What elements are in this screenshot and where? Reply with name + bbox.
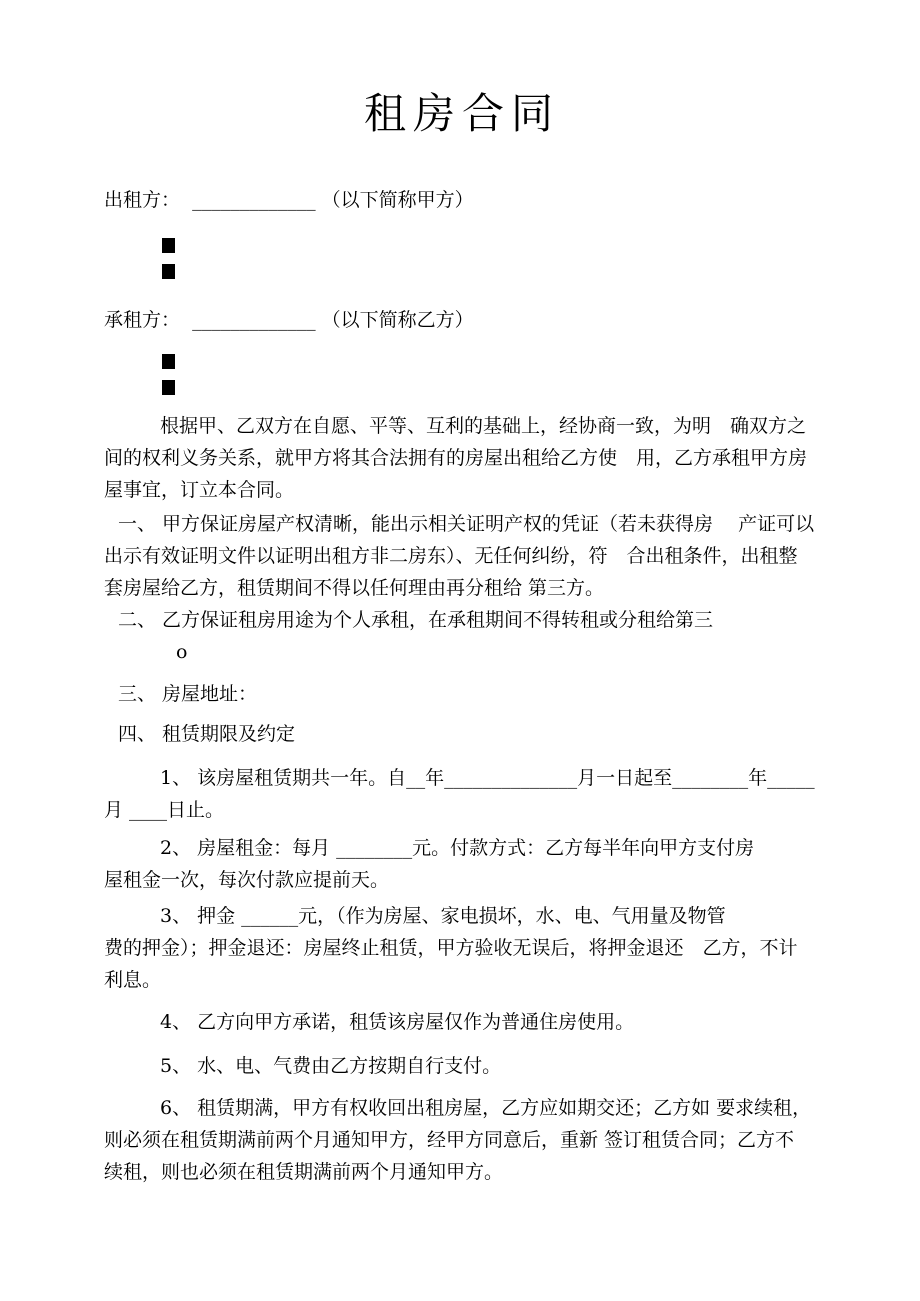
black-square-marker-icon xyxy=(162,238,175,253)
term-line: 费的押金）；押金退还：房屋终止租赁，甲方验收无误后，将押金退还 乙方，不计 xyxy=(104,937,798,959)
term-3-paragraph xyxy=(104,900,820,996)
term-line: 6、 租赁期满，甲方有权收回出租房屋，乙方应如期交还；乙方如 要求续租， xyxy=(160,1097,812,1119)
clause-line: o xyxy=(176,641,188,663)
black-square-marker-icon xyxy=(162,380,175,395)
clause-line: 二、 乙方保证租房用途为个人承租，在承租期间不得转租或分租给第三 xyxy=(118,609,714,631)
placeholder-row xyxy=(104,232,820,258)
clause-line: 四、 租赁期限及约定 xyxy=(118,723,296,745)
document-title: 租房合同 xyxy=(363,89,560,138)
lessor-line: 出租方： _____________ （以下简称甲方） xyxy=(104,189,474,211)
clause-1-paragraph xyxy=(104,508,820,604)
clause-line: 出示有效证明文件以证明出租方非二房东）、无任何纠纷，符 合出租条件，出租整 xyxy=(104,545,798,567)
black-square-marker-icon xyxy=(162,264,175,279)
term-line: 屋租金一次，每次付款应提前天。 xyxy=(104,869,390,891)
term-line: 5、 水、电、气费由乙方按期自行支付。 xyxy=(160,1055,502,1077)
lessee-line: 承租方： _____________ （以下简称乙方） xyxy=(104,309,474,331)
term-line: 月 ____日止。 xyxy=(104,799,225,821)
intro-line: 屋事宜，订立本合同。 xyxy=(104,479,295,501)
black-square-marker-icon xyxy=(162,354,175,369)
placeholder-row xyxy=(104,374,820,400)
clause-line: 三、 房屋地址： xyxy=(118,683,258,705)
term-1-paragraph xyxy=(104,762,820,826)
placeholder-row xyxy=(104,348,820,374)
term-6-paragraph xyxy=(104,1092,820,1188)
term-line: 续租，则也必须在租赁期满前两个月通知甲方。 xyxy=(104,1161,504,1183)
term-5-paragraph xyxy=(104,1050,820,1082)
placeholder-row xyxy=(104,258,820,284)
clause-3-paragraph xyxy=(104,678,820,710)
clause-4-paragraph xyxy=(104,718,820,750)
lessee-placeholder-block xyxy=(104,348,820,400)
term-line: 3、 押金 ______元，（作为房屋、家电损坏，水、电、气用量及物管 xyxy=(160,905,726,927)
intro-paragraph xyxy=(104,410,820,506)
intro-line: 间的权利义务关系，就甲方将其合法拥有的房屋出租给乙方使 用，乙方承租甲方房 xyxy=(104,447,808,469)
clause-2-paragraph xyxy=(104,604,820,668)
clause-line: 一、 甲方保证房屋产权清晰，能出示相关证明产权的凭证（若未获得房 产证可以 xyxy=(118,513,815,535)
term-line: 利息。 xyxy=(104,969,162,991)
term-4-paragraph xyxy=(104,1006,820,1038)
lessor-placeholder-block xyxy=(104,232,820,284)
term-line: 则必须在租赁期满前两个月通知甲方，经甲方同意后，重新 签订租赁合同；乙方不 xyxy=(104,1129,795,1151)
term-line: 2、 房屋租金：每月 ________元。付款方式：乙方每半年向甲方支付房 xyxy=(160,837,755,859)
term-line: 4、 乙方向甲方承诺，租赁该房屋仅作为普通住房使用。 xyxy=(160,1011,635,1033)
document-content xyxy=(104,0,820,1188)
intro-line: 根据甲、乙双方在自愿、平等、互利的基础上，经协商一致，为明 确双方之 xyxy=(160,415,807,437)
term-line: 1、 该房屋租赁期共一年。自__年______________月一日起至________年_____ xyxy=(160,767,815,789)
term-2-paragraph xyxy=(104,832,820,896)
clause-line: 套房屋给乙方，租赁期间不得以任何理由再分租给 第三方。 xyxy=(104,577,605,599)
